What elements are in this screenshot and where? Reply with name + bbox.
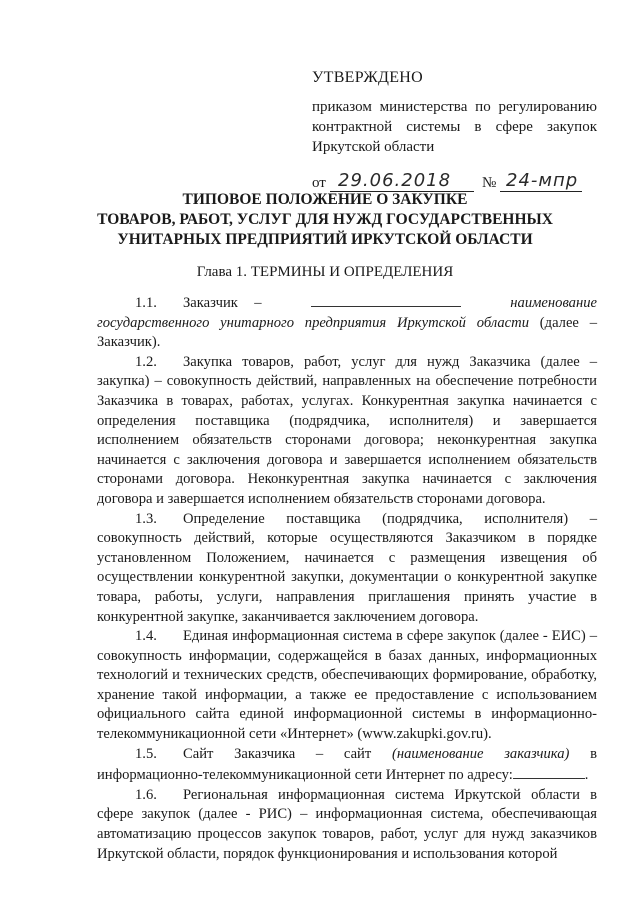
approval-heading: УТВЕРЖДЕНО	[312, 69, 424, 86]
chapter-heading: Глава 1. ТЕРМИНЫ И ОПРЕДЕЛЕНИЯ	[196, 264, 454, 280]
document-body	[97, 292, 597, 864]
section-number: 1.4.	[135, 628, 157, 645]
blank-field	[513, 764, 585, 779]
section-number: 1.1.	[135, 295, 157, 311]
section-text: Региональная информационная система Иркутской области в сфере закупок (далее - РИС) – информационная система, обеспечивающая автоматизацию процессов закупок товаров, работ, услуг для нужд заказчиков Иркутской области, порядок функционирования и использования которой	[97, 786, 597, 862]
section-text: (далее – Заказчик).	[97, 314, 597, 351]
section-1-3	[97, 510, 597, 628]
section-number: 1.2.	[135, 353, 157, 370]
section-text: Сайт Заказчика – сайт	[183, 745, 372, 762]
section-1-1	[97, 292, 597, 353]
section-text: Заказчик –	[183, 295, 262, 311]
section-1-5	[97, 745, 597, 786]
title-line: ТОВАРОВ, РАБОТ, УСЛУГ ДЛЯ НУЖД ГОСУДАРСТВЕННЫХ	[97, 211, 553, 228]
section-text: Закупка товаров, работ, услуг для нужд Заказчика (далее – закупка) – совокупность действий, направленных на обеспечение потребности Заказчика в товарах, работах, услугах. Конкурентная закупка начинается с определения поставщика (подрядчика, исполнителя) и завершается исполнением обязательств сторонами договора; неконкурентная закупка начинается с заключения договора и завершается исполнением обязательств сторонами договора. Неконкурентная закупка начинается с заключения договора и завершается исполнением обязательств сторонами договора.	[97, 353, 597, 507]
document-title	[60, 190, 590, 250]
section-1-2	[97, 353, 597, 510]
section-italic-text: наименование государственного унитарного предприятия Иркутской области	[97, 295, 597, 331]
section-1-6	[97, 786, 597, 864]
section-text: Единая информационная система в сфере закупок (далее - ЕИС) – совокупность информации, содержащейся в базах данных, информационных технологий и технических средств, обеспечивающих формирование, обработку, хранение такой информации, а также ее предоставление с использованием официального сайта единой информационной системы в информационно-телекоммуникационной сети «Интернет» (www.zakupki.gov.ru).	[97, 628, 597, 743]
number-label: №	[482, 175, 497, 191]
section-number: 1.6.	[135, 786, 157, 803]
title-line: ТИПОВОЕ ПОЛОЖЕНИЕ О ЗАКУПКЕ	[182, 191, 468, 208]
date-handwritten: 29.06.2018	[338, 170, 452, 191]
title-line: УНИТАРНЫХ ПРЕДПРИЯТИЙ ИРКУТСКОЙ ОБЛАСТИ	[117, 231, 533, 248]
approval-block	[312, 68, 597, 195]
blank-field	[311, 292, 461, 307]
date-label: от	[312, 175, 326, 191]
approval-order-text: приказом министерства по регулированию контрактной системы в сфере закупок Иркутской области	[312, 99, 597, 155]
section-text: Определение поставщика (подрядчика, исполнителя) – совокупность действий, которые осуществляются Заказчиком в порядке установленном Положением, начинается с размещения извещения об осуществлении конкурентной закупки, документации о конкурентной закупке товара, работы, услуги, направления приглашения принять участие в конкурентной закупке, заканчивается заключением договора.	[97, 510, 597, 625]
number-handwritten: 24-мпр	[506, 170, 579, 191]
section-text: в информационно-телекоммуникационной сети Интернет по адресу:	[97, 745, 597, 784]
section-text: .	[584, 767, 589, 784]
section-number: 1.3.	[135, 510, 157, 527]
section-italic-text: (наименование заказчика)	[391, 745, 570, 762]
section-number: 1.5.	[135, 745, 157, 762]
section-1-4	[97, 627, 597, 745]
